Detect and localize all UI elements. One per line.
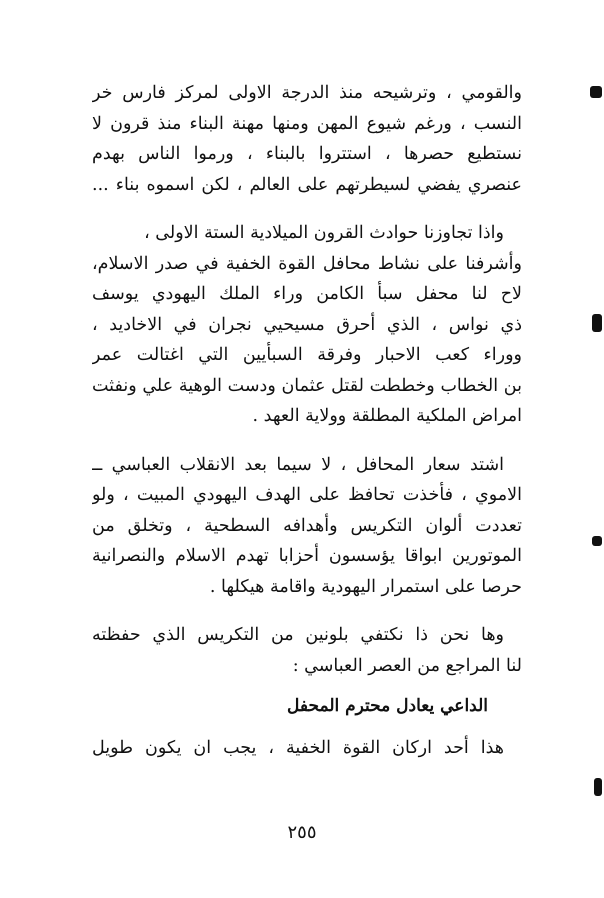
- text-line: امراض الملكية المطلقة وولاية العهد .: [252, 406, 522, 426]
- text-line: اشتد سعار المحافل ، لا سيما بعد الانقلاب العباسي ــ: [92, 454, 504, 475]
- text-line: الاموي ، فأخذت تحافظ على الهدف اليهودي المبيت ، ولو: [92, 485, 522, 505]
- text-line: عنصري يفضي لسيطرتهم على العالم ، لكن اسموه بناء ...: [92, 174, 522, 195]
- page-body: [92, 78, 522, 764]
- scan-edge-mark: [592, 536, 602, 546]
- text-line: وها نحن ذا نكتفي بلونين من التكريس الذي حفظته: [92, 625, 504, 645]
- paragraph-gap: [92, 432, 522, 450]
- text-line: وأشرفنا على نشاط محافل القوة الخفية في صدر الاسلام،: [92, 253, 522, 274]
- text-line: حرصا على استمرار اليهودية واقامة هيكلها .: [209, 576, 522, 597]
- text-line: بن الخطاب وخططت لقتل عثمان ودست الوهية علي ونفثت: [92, 375, 522, 396]
- paragraph-4: [92, 620, 522, 681]
- text-line: الموتورين ابواقا يؤسسون أحزابا تهدم الاسلام والنصرانية: [92, 546, 522, 566]
- text-line: النسب ، ورغم شيوع المهن ومنها مهنة البناء منذ قرون لا: [92, 113, 522, 134]
- paragraph-1: [92, 78, 522, 200]
- text-line: ووراء كعب الاحبار وفرقة السبأيين التي اغتالت عمر: [92, 345, 522, 365]
- scan-edge-mark: [594, 778, 602, 796]
- scan-edge-mark: [592, 314, 602, 332]
- paragraph-gap: [92, 602, 522, 620]
- page-number: ٢٥٥: [287, 822, 317, 843]
- text-line: لاح لنا محفل سبأ الكامن وراء الملك اليهودي يوسف: [92, 284, 522, 304]
- paragraph-3: [92, 450, 522, 603]
- text-line: والقومي ، وترشيحه منذ الدرجة الاولى لمركز فارس خر: [92, 83, 522, 103]
- text-line: تعددت ألوان التكريس وأهدافه السطحية ، وتخلق من: [92, 515, 522, 536]
- text-line: لنا المراجع من العصر العباسي :: [292, 655, 522, 676]
- text-line: هذا أحد اركان القوة الخفية ، يجب ان يكون طويل: [92, 738, 504, 758]
- text-line: نستطيع حصرها ، استتروا بالبناء ، ورموا الناس بهدم: [92, 144, 522, 164]
- paragraph-5: [92, 733, 522, 764]
- text-line: واذا تجاوزنا حوادث القرون الميلادية الستة الاولى ،: [144, 223, 504, 243]
- paragraph-2: [92, 218, 522, 432]
- section-heading: الداعي يعادل محترم المحفل: [287, 696, 488, 716]
- text-line: ذي نواس ، الذي أحرق مسيحيي نجران في الاخاديد ،: [92, 314, 522, 335]
- paragraph-gap: [92, 200, 522, 218]
- scan-edge-mark: [590, 86, 602, 98]
